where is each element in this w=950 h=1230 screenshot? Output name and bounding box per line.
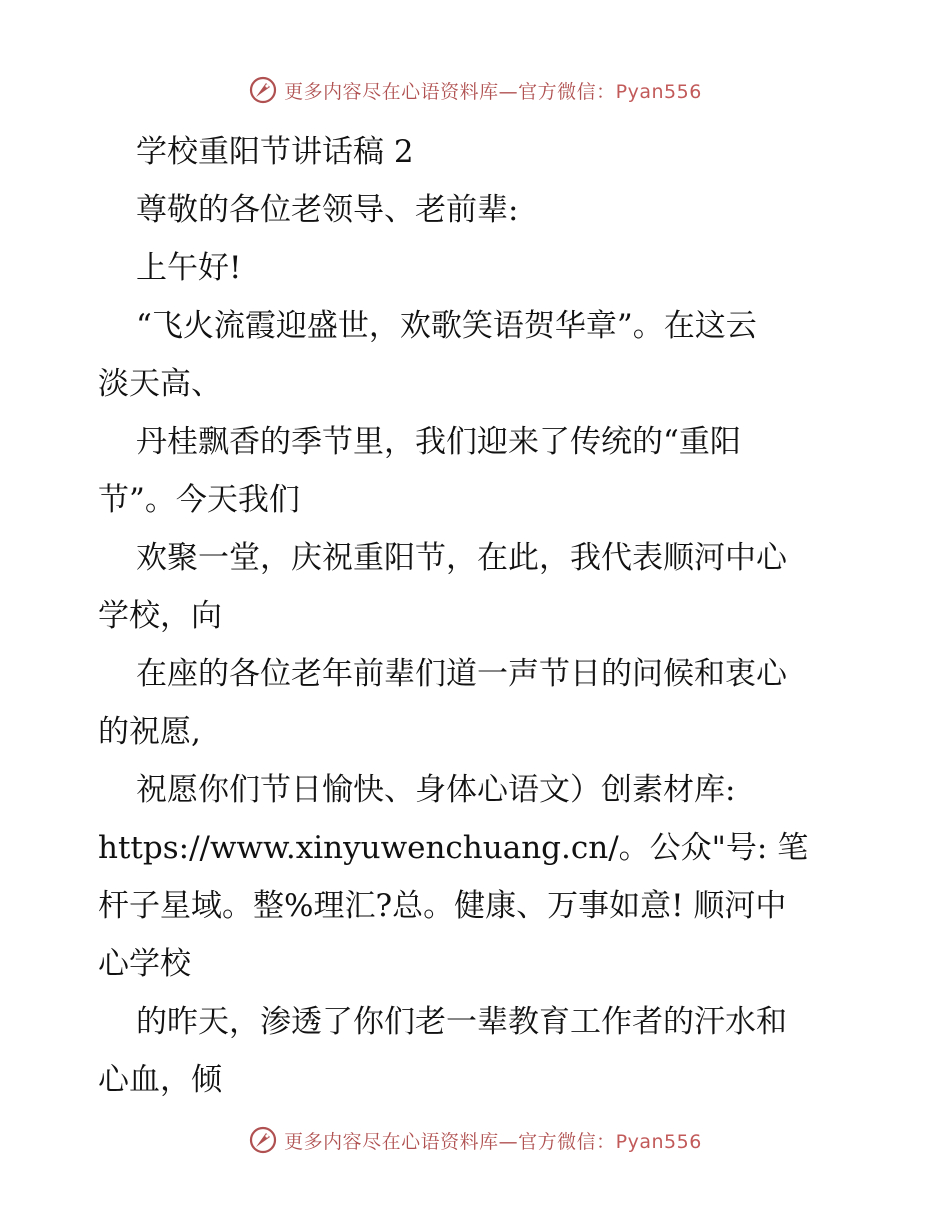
banner-text: 更多内容尽在心语资料库—官方微信： <box>284 80 616 103</box>
text-line: 上午好! <box>136 250 242 286</box>
banner-text: 更多内容尽在心语资料库—官方微信： <box>284 1130 616 1153</box>
pen-nib-logo-icon <box>248 75 278 105</box>
text-line: 学校，向 <box>98 598 222 634</box>
text-line: 丹桂飘香的季节里，我们迎来了传统的“重阳 <box>136 424 741 460</box>
text-line: 尊敬的各位老领导、老前辈: <box>136 192 519 228</box>
text-line: 在座的各位老年前辈们道一声节日的问候和衷心 <box>136 656 787 692</box>
pen-nib-logo-icon <box>248 1125 278 1155</box>
banner-account: Pyan556 <box>615 1130 702 1153</box>
text-line: https://www.xinyuwenchuang.cn/。公众"号: 笔 <box>98 830 809 866</box>
text-line: 心学校 <box>98 946 191 982</box>
text-line: 的祝愿, <box>98 714 201 750</box>
text-line: 杆子星域。整%理汇?总。健康、万事如意! 顺河中 <box>98 888 787 924</box>
text-line: “飞火流霞迎盛世，欢歌笑语贺华章”。在这云 <box>136 308 757 344</box>
text-line: 学校重阳节讲话稿 2 <box>136 134 414 170</box>
text-line: 的昨天，渗透了你们老一辈教育工作者的汗水和 <box>136 1004 787 1040</box>
text-line: 淡天高、 <box>98 366 222 402</box>
banner-account: Pyan556 <box>615 80 702 103</box>
footer-banner <box>0 1120 950 1160</box>
text-line: 节”。今天我们 <box>98 482 300 518</box>
text-line: 祝愿你们节日愉快、身体心语文）创素材库: <box>136 772 736 808</box>
document-body <box>98 123 858 1109</box>
text-line: 心血，倾 <box>98 1062 222 1098</box>
text-line: 欢聚一堂，庆祝重阳节，在此，我代表顺河中心 <box>136 540 787 576</box>
header-banner <box>0 70 950 110</box>
